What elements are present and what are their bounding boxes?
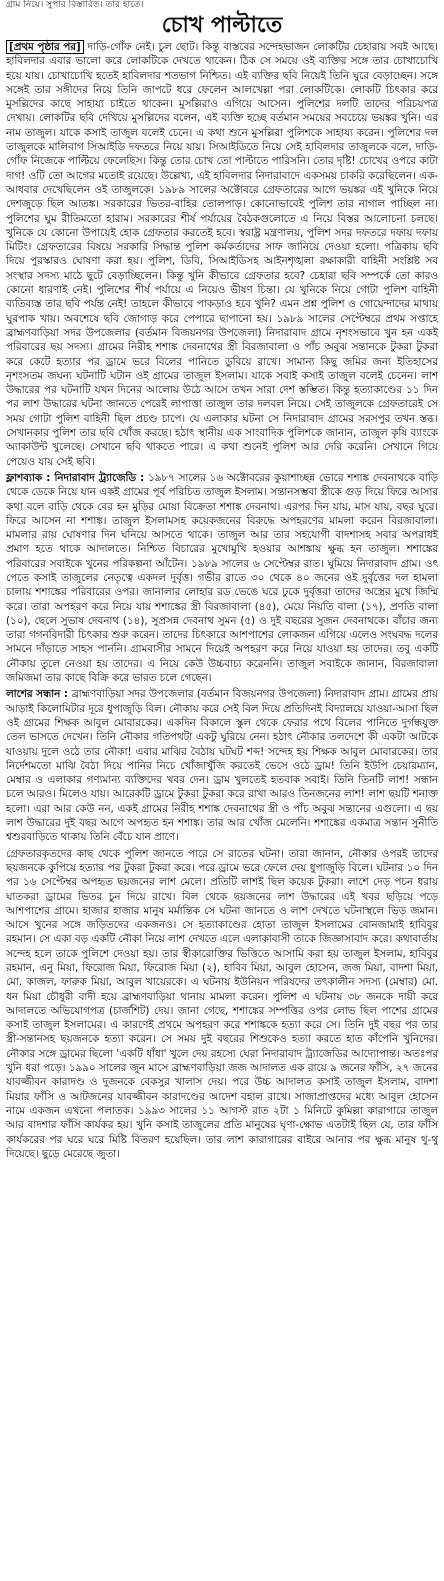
paragraph-1 — [6, 40, 438, 469]
flashback-label: ফ্লাশব্যাক : নিদারাবাদ ট্র্যাজেডি : — [6, 471, 145, 484]
paragraph-3-text: ব্রাহ্মণবাড়িয়া সদর উপজেলার (বর্তমান বিজয়নগর উপজেলা) নিদারাবাদ গ্রাম। গ্রামের প্রায় আড়াই কিলোমিটার দূরে ধুপাজুড়ি বিল। নৌকায় করে সেই বিল দিয়ে প্রতিদিনই বিদ্যালয়ে যাওয়া-আসা ছিল ওই গ্রামের শিক্ষক আবুল মোবারকের। একদিন বিকালে স্কুল থেকে ফেরার পথে বিলের পানিতে দুর্গন্ধযুক্ত তেল ভাসতে দেখেন। তিনি নৌকার গতিপথটা একটু ঘুরিয়ে নেন। হঠাৎ নৌকার তলদেশে কী একটা আটকে যাওয়ায় দুলে ওঠে তার নৌকা! এবার মাঝির বৈঠায় ঘটঘট শব্দ! সন্দেহ হয় শিক্ষক আবুল মোবারকের। তার নির্দেশমতো মাঝি বৈঠা দিয়ে পানির নিচে খোঁজাখুঁজি করতেই ভেসে ওঠে ড্রাম! তিনি ইউপি চেয়ারম্যান, মেম্বার ও এলাকার গণ্যমান্য ব্যক্তিদের খবর দেন। ড্রাম খুলতেই হতবাক সবাই। তিনি তিনটি লাশ! সন্ধান চলে আরও। মিলেও যায়। আরেকটি ড্রামে টুকরা টুকরা করে রাখা আরও তিনজনের লাশ! লাশ ছয়টি শনাক্ত হলো। এরা আর কেউ নন, একই গ্রামের নিরীহ শশাঙ্ক দেবনাথের স্ত্রী ও পাঁচ অবুঝ সন্তানের এগুলো। এ ছয় লাশ উদ্ধারের দুই বছর আগে অপহৃত হন শশাঙ্ক। তার আর খোঁজ মেলেনি। শশাঙ্কের একমাত্র সন্তান সুনীতি শ্বশুরবাড়িতে থাকায় তিনি বেঁচে যান প্রাণে। — [6, 688, 439, 844]
paragraph-1-text: দাড়ি-গোঁফ নেই। চুল ছোট। কিন্তু বাস্তবের সন্দেহভাজন লোকটির চেহারায় সবই আছে। হাবিলদার এবার ভালো করে লোকটিকে দেখতে থাকেন। ঠিক সে সময়ে ওই ব্যক্তির সঙ্গে তার চোখাচোখি হয়ে যায়। চোখাচোখি হতেই হাবিলদার শতভাগ নিশ্চিত। এই ব্যক্তির ছবি নিয়েই তিনি ঘুরে বেড়াচ্ছেন। সঙ্গে সঙ্গেই তার সঙ্গীদের নিয়ে তিনি জাপটে ধরে ফেলেন আলখেল্লা পরা লোকটিকে। লোকটি চিৎকার করে মুসল্লিদের কাছে সাহায্য চাইতে থাকেন। মুসল্লিরাও এগিয়ে আসেন। পুলিশের দলটি তাদের পরিচয়পত্র দেখায়। লোকটির ছবি দেখিয়ে মুসল্লিদের বলেন, এই ব্যক্তি হচ্ছে বর্তমান সময়ের সবচেয়ে ভয়ঙ্কর খুনি। এর নাম তাজুল। যাকে কসাই তাজুল বলেই চেনে। এ কথা শুনে মুসল্লিরা পুলিশকে সাহায্য করেন। পুলিশের দল তাজুলকে মালিবাগ সিআইডি দফতরে নিয়ে যায়। সিআইডিতে নিয়ে সেই হাবিলদার তাজুলকে বলে, দাড়ি-গোঁফ নিজেকে পাল্টিয়ে ফেলেছিস। কিন্তু তোর চোখ তো পাল্টাতে পারিসনি। তোর দৃষ্টি! চোখের ওপরে কাটা দাগ! ওটি তো আগের মতোই রয়েছে। উল্লেখ্য, এই হাবিলদার নিদারাবাদে একসময় চাকরি করেছিলেন। এক-আধবার দেখেছিলেন ওই তাজুলকে। ১৯৮৯ সালের অক্টোবরে গ্রেফতারের আগে ভয়ঙ্কর এই খুনিকে নিয়ে দেশজুড়ে ছিল আতঙ্ক। সরকারের ভিতর-বাহির তোলপাড়। কোনোভাবেই পুলিশ তার নাগাল পাচ্ছিল না। পুলিশের ঘুম রীতিমতো হারাম। সরকারের শীর্ষ পর্যায়ের বৈঠকগুলোতে এ নিয়ে বিস্তর আলোচনা চলছে। খুনিকে যে কোনো উপায়েই হোক গ্রেফতার করতেই হবে। স্বরাষ্ট্র মন্ত্রণালয়, পুলিশ সদর দফতরে দফায় দফায় মিটিং। গ্রেফতারের বিষয়ে সরকারি সিদ্ধান্ত পুলিশ কর্মকর্তাদের সাফ জানিয়ে দেওয়া হলো। পত্রিকায় ছবি দিয়ে পুরস্কারও ঘোষণা করা হয়। পুলিশ, ডিবি, সিআইডিসহ আইনশৃঙ্খলা রক্ষাকারী বাহিনী সংশ্লিষ্ট সব সংস্থার সদস্য মাঠে ছুটে বেড়াচ্ছিলেন। কিন্তু খুনি কীভাবে গ্রেফতার হবে? চেহারা ছবি সম্পর্কে তো কারও কোনো ধারণাই নেই। পুলিশের শীর্ষ পর্যায়ে এ নিয়েও ভীষণ চিন্তা। যে খুনিকে নিয়ে গোটা পুলিশ বাহিনী ব্যতিব্যস্ত তার ছবি পর্যন্ত নেই! তাহলে কীভাবে পাকড়াও হবে খুনি? এমন প্রশ্ন পুলিশ ও গোয়েন্দাদের মাথায় ঘুরপাক খায়। অবশেষে ছবি জোগাড় করে পেপারে ছাপানো হয়। ১৯৮৯ সালের সেপ্টেম্বরে প্রথম সপ্তাহে ব্রাহ্মণবাড়িয়া সদর উপজেলার (বর্তমান বিজয়নগর উপজেলা) নিদারাবাদ গ্রামে নৃশংসভাবে খুন হন একই পরিবারের ছয় সদস্য। গ্রামের নিরীহ শশাঙ্ক দেবনাথের স্ত্রী বিরজাবালা ও পাঁচ অবুঝ সন্তানকে টুকরা টুকরা করে কেটে হত্যার পর ড্রামে ভরে বিলের পানিতে ডুবিয়ে রাখে। সামান্য কিছু জমির জন্য ইতিহাসের নৃশংসতম জঘন্য ঘটনাটি ঘটান ওই গ্রামের তাজুল ইসলাম। যাকে সবাই কসাই তাজুল বলেই চেনেন। লাশ উদ্ধারের পর ঘটনাটি যখন দিনের আলোয় উঠে আসে তখন সারা দেশ স্তম্ভিত। কিন্তু হত্যাকাণ্ডের ১১ দিন পর লাশ উদ্ধারের ঘটনা জানতে পেরেই লাপাত্তা তাজুল তার দলবল নিয়ে। সেই তাজুলকে গ্রেফতারেই সে সময় গোটা পুলিশ বাহিনী ছিল প্রচণ্ড চাপে। যে এলাকার ঘটনা সে নিদারাবাদ গ্রামের সরসপুর তখন স্তব্ধ। সেখানকার পুলিশ তার ছবি খোঁজ করছে। হঠাৎ স্থানীয় এক সাংবাদিক পুলিশকে জানান, তাজুল কৃষি ব্যাংকে অ্যাকাউন্ট খুলেছে। সেখানে ছবি থাকতে পারে। এ কথা শুনেই পুলিশ আর দেরি করেনি। সেখানে গিয়ে পেয়েও যায় সেই ছবি। — [6, 41, 438, 468]
article-body — [6, 40, 438, 1163]
headline: চোখ পাল্টাতে — [161, 12, 283, 38]
continuation-label: [প্রথম পৃষ্ঠার পর] — [6, 40, 84, 54]
paragraph-4-text: গ্রেফতারকৃতদের কাছ থেকে পুলিশ জানতে পারে সে রাতের ঘটনা। তারা জানান, নৌকার ওপরই তাদের ছয়জনকে কুপিয়ে হত্যার পর টুকরা টুকরা করে। পরে ড্রামে ভরে ফেলে দেয় ধুপাজুড়ি বিলে। ঘটনার ১০ দিন পর ১৬ সেপ্টেম্বর অপহৃত ছয়জনের লাশ মেলে। প্রতিটি লাশই ছিল কয়েক টুকরা। লাশে দেড় পচন ধরায় ঘাতকরা ড্রামের ভিতর চুন দিয়ে রাখে। বিল থেকে ছয়জনের লাশ উদ্ধারের এই খবর ছড়িয়ে পড়ে আশপাশের গ্রামে। হাজার হাজার মানুষ মর্মান্তিক সে ঘটনা জানতে ও লাশ দেখতে ঘটনাস্থলে ভিড় জমান। আসে খুনের সঙ্গে জড়িতদের একজনও। সে হত্যাকাণ্ডের হোতা তাজুল ইসলামের বোনজামাই হাবিবুর রহমান। সে একা বড় একটি নৌকা নিয়ে লাশ দেখতে এলে এলাকাবাসী তাকে জিজ্ঞাসাবাদ করে। কথাবার্তায় সন্দেহ হলে তাকে পুলিশে দেওয়া হয়। তার স্বীকারোক্তির ভিত্তিতে আসামি করা হয় তাজুল ইসলাম, হাবিবুর রহমান, এনু মিয়া, ফিরোজ মিয়া, ফিরোজ মিয়া (২), হাবিব মিয়া, আবুল হোসেন, জজ মিয়া, বাদশা মিয়া, মো. কাজল, ফারুক মিয়া, আবুল খায়েরকে। এ ঘটনায় ইউনিয়ন পরিষদের তৎকালীন সদস্য (মেম্বার) মো. ধন মিয়া চৌধুরী বাদী হয়ে ব্রাহ্মণবাড়িয়া থানায় মামলা করেন। পুলিশ এ ঘটনায় ৩৮ জনকে দায়ী করে আদালতে অভিযোগপত্র (চার্জশিট) দেয়। জানা গেছে, শশাঙ্কের সম্পত্তির ওপর লোভ ছিল পাশের গ্রামের কসাই তাজুল ইসলামের। এ কারণেই প্রথমে অপহরণ করে শশাঙ্ককে হত্যা করে সে। তিনি দুই বছর পর তার স্ত্রী-সন্তানসহ ছয়জনকে হত্যা করেন। সে সময় দুই বছরের শিশুকেও হত্যা করতে হাত কাঁপেনি খুনিদের। নৌকার সঙ্গে ড্রামের ছিলো 'একটি ধাঁধা' খুলে দেয় রহস্যে ঘেরা নিদারাবাদ ট্র্যাজেডির আদ্যোপান্ত। অতঃপর খুনি ধরা পড়ে। ১৯৯০ সালের জুন মাসে ব্রাহ্মণবাড়িয়া জজ আদালত এক রায়ে ৯ জনের ফাঁসি, ২৭ জনের যাবজ্জীবন কারাদণ্ড ও দুজনকে বেকসুর খালাস দেয়। পরে উচ্চ আদালত কসাই তাজুল ইসলাম, বাদশা মিয়ার ফাঁসি ও আটজনের যাবজ্জীবন কারাদণ্ডের আদেশ বহাল রাখে। সাজাপ্রাপ্তদের মধ্যে আবুল হোসেন নামে একজন এখনো পলাতক। ১৯৯৩ সালের ১১ আগস্ট রাত ২টা ১ মিনিটে কুমিল্লা কারাগারে তাজুল আর বাদশার ফাঁসি কার্যকর হয়। খুনি কসাই তাজুলের প্রতি মানুষের ঘৃণা-ক্ষোভ এতটাই ছিল যে, তার ফাঁসি কার্যকরের পর ঘরে ঘরে মিষ্টি বিতরণ হয়েছিল। তার লাশ কারাগারের বাইরে আনার পর ক্ষুব্ধ মানুষ থু-থু দিয়েছে। ছুড়ে মেরেছে জুতা। — [6, 847, 438, 1160]
paragraph-3 — [6, 687, 438, 844]
paragraph-4 — [6, 847, 438, 1162]
recovery-label: লাশের সন্ধান : — [6, 688, 69, 701]
top-clipped-text: গ্রাম নিয়ে। সুপার বিস্তারিত। তার হাতে। — [6, 0, 144, 10]
paragraph-2 — [6, 471, 438, 685]
paragraph-2-text: ১৯৮৭ সালের ১৬ অক্টোবরের কুয়াশাচ্ছন্ন ভোরে শশাঙ্ক দেবনাথকে বাড়ি থেকে ডেকে নিয়ে যান একই গ্রামের পূর্ব পরিচিত তাজুল ইসলাম। সন্তানসম্ভবা স্ত্রীকে গুড় দিয়ে ফিরে আসার কথা বলে বাড়ি থেকে বের হন মুড়ির মোয়া বিক্রেতা শশাঙ্ক দেবনাথ। এরপর দিন যায়, মাস যায়, বছর ঘুরে। ফিরে আসেন না শশাঙ্ক। তাজুল ইসলামসহ কয়েকজনের বিরুদ্ধে অপহরণের মামলা করেন বিরজাবালা। মামলার রায় ঘোষণার দিন ঘনিয়ে আসতে থাকে। তাজুল আর তার সহযোগী বাদশাসহ সবার অপরাধই প্রমাণ হতে থাকে আদালতে। নিশ্চিত বিচারের মুখোমুখি হওয়ার আশঙ্কায় ক্ষুব্ধ হন তাজুল। শশাঙ্কের পরিবারের সবাইকে খুনের পরিকল্পনা আঁটেন। ১৯৮৯ সালের ৬ সেপ্টেম্বর রাত। ঘুমিয়ে নিদারাবাদ গ্রাম। ওৎ পেতে কসাই তাজুলের নেতৃত্বে একদল দুর্বৃত্ত। গভীর রাতে ৩০ থেকে ৪০ জনের ওই দুর্বৃত্তের দল হামলা চালায় শশাঙ্কের পরিবারের ওপর। জানালার লোহার রড ভেঙে ঘরে ঢুকে দুর্বৃত্তরা তাদের অস্ত্রের মুখে জিম্মি করে। তারা অপহরণ করে নিয়ে যায় শশাঙ্কের স্ত্রী বিরজাবালা (৪৫), মেয়ে নিয়তি বালা (১৭), প্রণতি বালা (১০), ছেলে সুভাষ দেবনাথ (১৪), সুপ্রসন্ন দেবনাথ সুমন (৫) ও দুই বছরের সুজন দেবনাথকে। বাঁচার জন্য তারা গগনবিদারী চিৎকার শুরু করেন। তাদের চিৎকারে আশপাশের লোকজন এগিয়ে এলেও সংঘবদ্ধ দলের সামনে দাঁড়াতে সাহস পাননি। গ্রামবাসীর সামনে দিয়েই অপহরণ করে নিয়ে যাওয়া হয় তাদের। তবু একটি নৌকায় তুলে নেওয়া হয় তাদের। এ নিয়ে কেউ উচ্চবাচ্য করেননি। তাজুল সবাইকে জানান, বিরজাবালা জমিজমা তার কাছে বিক্রি করে ভারত চলে গেছেন। — [6, 471, 438, 685]
